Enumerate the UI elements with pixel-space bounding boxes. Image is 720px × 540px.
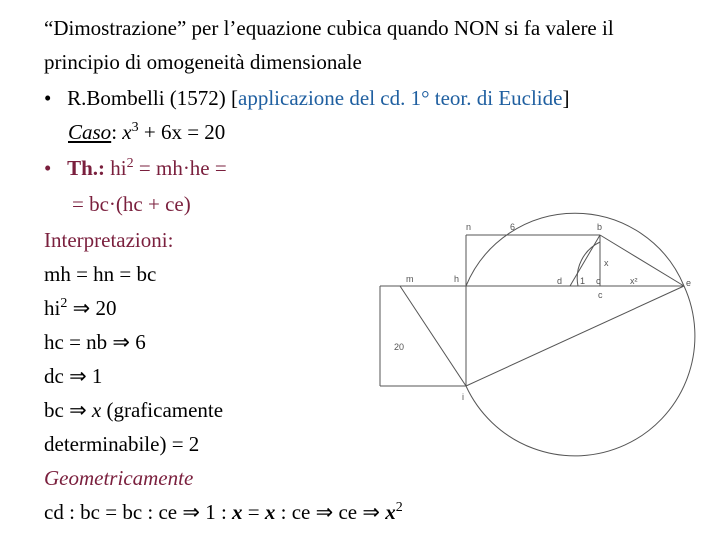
geo-mid2: : ce ⇒ ce ⇒ (275, 500, 386, 524)
interp-line-6: determinabile) = 2 (44, 432, 200, 456)
interpretations-title: Interpretazioni: (44, 228, 174, 252)
label-c-bottom: c (598, 290, 603, 300)
label-m: m (406, 274, 414, 284)
bombelli-text: R.Bombelli (1572) [ (67, 86, 239, 110)
interp-hi-value: ⇒ 20 (67, 296, 117, 320)
interp-hi: hi (44, 296, 61, 320)
label-e: e (686, 278, 692, 288)
label-c-top: c (596, 276, 601, 286)
interp-hi-exp: 2 (60, 296, 68, 311)
interp-x: x (91, 398, 102, 422)
label-h: h (454, 274, 460, 284)
label-i: i (462, 392, 464, 402)
line-m-i (400, 286, 466, 386)
interp-line-1: mh = hn = bc (44, 262, 157, 286)
theorem-continuation: = bc·(hc + ce) (72, 192, 191, 216)
interp-line-5 (44, 398, 223, 422)
title-line-1: “Dimostrazione” per l’equazione cubica quando NON si fa valere il (44, 16, 614, 40)
bombelli-bracket: ] (562, 86, 570, 110)
caso-exp: 3 (131, 120, 139, 135)
line-i-e (466, 286, 684, 386)
geometricamente-label: Geometricamente (44, 466, 194, 490)
label-x2: x² (630, 276, 638, 286)
geo-x1: x (232, 500, 243, 524)
label-x: x (604, 258, 609, 268)
caso-line (68, 120, 225, 144)
interp-line-3: hc = nb ⇒ 6 (44, 330, 146, 354)
label-20: 20 (394, 342, 405, 352)
theorem-exp: 2 (126, 156, 134, 171)
euclid-reference: applicazione del cd. 1° teor. di Euclide (238, 86, 563, 110)
bullet-dot: • (44, 156, 52, 180)
caso-label: Caso (68, 120, 112, 144)
bullet-theorem (44, 156, 227, 180)
caso-sep: : (111, 120, 123, 144)
theorem-rest: = mh·he = (133, 156, 227, 180)
label-b: b (597, 222, 603, 232)
title-line-2: principio di omogeneità dimensionale (44, 50, 362, 74)
line-b-e (600, 235, 684, 286)
interp-line-4: dc ⇒ 1 (44, 364, 103, 388)
label-n: n (466, 222, 472, 232)
semicircle-arc (466, 213, 684, 286)
geo-x3: x (385, 500, 396, 524)
geo-pre: cd : bc = bc : ce ⇒ 1 : (44, 500, 233, 524)
interp-line-2 (44, 296, 116, 320)
theorem-label: Th.: (67, 156, 106, 180)
geo-x2: x (264, 500, 276, 524)
label-6: 6 (510, 222, 516, 232)
interp-bc: bc ⇒ (44, 398, 92, 422)
caso-rest: + 6x = 20 (138, 120, 226, 144)
label-d: d (557, 276, 563, 286)
bullet-bombelli (44, 86, 569, 110)
caso-x: x (122, 120, 132, 144)
geo-mid1: = (242, 500, 265, 524)
theorem-text: hi (105, 156, 127, 180)
interp-graf: (graficamente (101, 398, 224, 422)
geometric-construction-figure (270, 200, 710, 500)
bullet-dot: • (44, 86, 52, 110)
geo-exp: 2 (395, 500, 403, 515)
geometric-proportion (44, 500, 403, 524)
label-1: 1 (580, 276, 586, 286)
lower-arc (466, 286, 695, 456)
